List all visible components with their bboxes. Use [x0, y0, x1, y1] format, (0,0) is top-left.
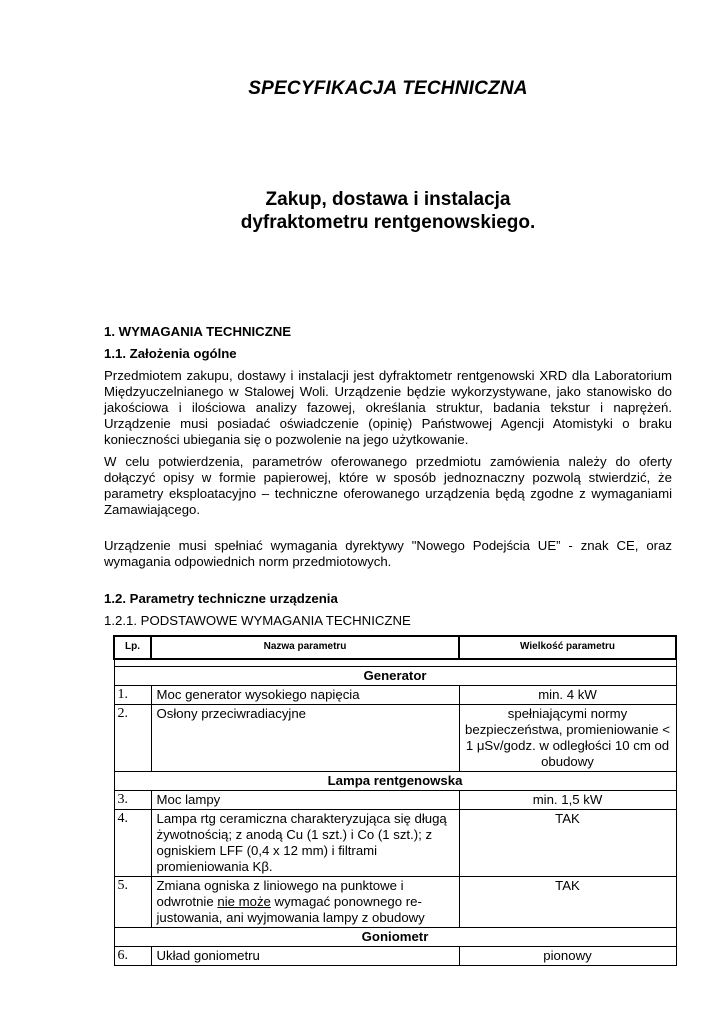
name-text-before: Zmiana ogniska z liniowego na punktowe i odwrotnie — [156, 878, 404, 909]
header-parameter-value: Wielkość parametru — [459, 636, 676, 659]
paragraph-offer-docs: W celu potwierdzenia, parametrów oferowanego przedmiotu zamówienia należy do oferty dołączyć opisy w formie papierowej, które w sposób jednoznaczny pozwolą stwierdzić, że parametry eksploatacyjno – techniczne oferowanego urządzenia będą zgodne z wymaganiami Zamawiającego. — [104, 454, 672, 517]
table-row — [114, 810, 676, 877]
row-lp: 1. — [114, 686, 151, 705]
row-parameter-name: Moc generator wysokiego napięcia — [151, 686, 459, 705]
subtitle-line-1: Zakup, dostawa i instalacja — [265, 189, 511, 210]
table-row — [114, 705, 676, 772]
row-parameter-name: Lampa rtg ceramiczna charakteryzująca się długą żywotnością; z anodą Cu (1 szt.) i Co (1 szt.); z ogniskiem LFF (0,4 x 12 mm) i filtrami promieniowania Kβ. — [151, 810, 459, 877]
group-row-x-ray-tube — [114, 772, 676, 791]
paragraph-ce-directive: Urządzenie musi spełniać wymagania dyrektywy "Nowego Podejścia UE” - znak CE, oraz wymagania odpowiednich norm przedmiotowych. — [104, 538, 672, 569]
row-parameter-value: spełniającymi normy bezpieczeństwa, promieniowanie < 1 μSv/godz. w odległości 10 cm od obudowy — [459, 705, 676, 772]
group-title: Generator — [114, 667, 676, 686]
group-row-goniometer — [114, 928, 676, 947]
section-heading-requirements: 1. WYMAGANIA TECHNICZNE — [104, 324, 292, 339]
table-row — [114, 947, 676, 966]
row-parameter-value: TAK — [459, 810, 676, 877]
table-spacer — [114, 659, 676, 667]
group-row-generator — [114, 667, 676, 686]
document-title: SPECYFIKACJA TECHNICZNA — [248, 78, 528, 99]
subsection-heading-parameters: 1.2. Parametry techniczne urządzenia — [104, 591, 338, 606]
row-lp: 5. — [114, 877, 151, 928]
row-parameter-name — [151, 877, 459, 928]
row-parameter-name: Moc lampy — [151, 791, 459, 810]
paragraph-subject: Przedmiotem zakupu, dostawy i instalacji jest dyfraktometr rentgenowski XRD dla Laboratorium Międzyuczelnianego w Stalowej Woli. Urządzenie będzie wykorzystywane, jako stanowisko do jakościowa i ilościowa analizy fazowej, określania struktur, badania tekstur i naprężeń. Urządzenie musi posiadać oświadczenie (opinię) Państwowej Agencji Atomistyki o braku konieczności ubiegania się o pozwolenie na jego użytkowanie. — [104, 368, 672, 447]
row-parameter-value: min. 4 kW — [459, 686, 676, 705]
header-lp: Lp. — [114, 636, 151, 659]
group-title: Goniometr — [114, 928, 676, 947]
row-parameter-value: TAK — [459, 877, 676, 928]
row-parameter-value: pionowy — [459, 947, 676, 966]
row-lp: 4. — [114, 810, 151, 877]
table-row — [114, 877, 676, 928]
row-parameter-name: Układ goniometru — [151, 947, 459, 966]
specification-table — [113, 635, 677, 966]
row-lp: 6. — [114, 947, 151, 966]
name-text-underlined: nie może — [217, 894, 271, 909]
header-parameter-name: Nazwa parametru — [151, 636, 459, 659]
table-row — [114, 686, 676, 705]
row-lp: 3. — [114, 791, 151, 810]
subsection-heading-general: 1.1. Założenia ogólne — [104, 346, 237, 361]
row-parameter-name: Osłony przeciwradiacyjne — [151, 705, 459, 772]
name-text-after: wymagać ponownego re-justowania, ani wyjmowania lampy z obudowy — [156, 894, 425, 925]
document-body — [104, 324, 672, 966]
table-header-row — [114, 636, 676, 659]
subsection-heading-basic-requirements: 1.2.1. PODSTAWOWE WYMAGANIA TECHNICZNE — [104, 613, 411, 628]
group-title: Lampa rentgenowska — [114, 772, 676, 791]
row-lp: 2. — [114, 705, 151, 772]
table-row — [114, 791, 676, 810]
document-subtitle — [0, 188, 724, 234]
subtitle-line-2: dyfraktometru rentgenowskiego. — [240, 212, 536, 233]
row-parameter-value: min. 1,5 kW — [459, 791, 676, 810]
